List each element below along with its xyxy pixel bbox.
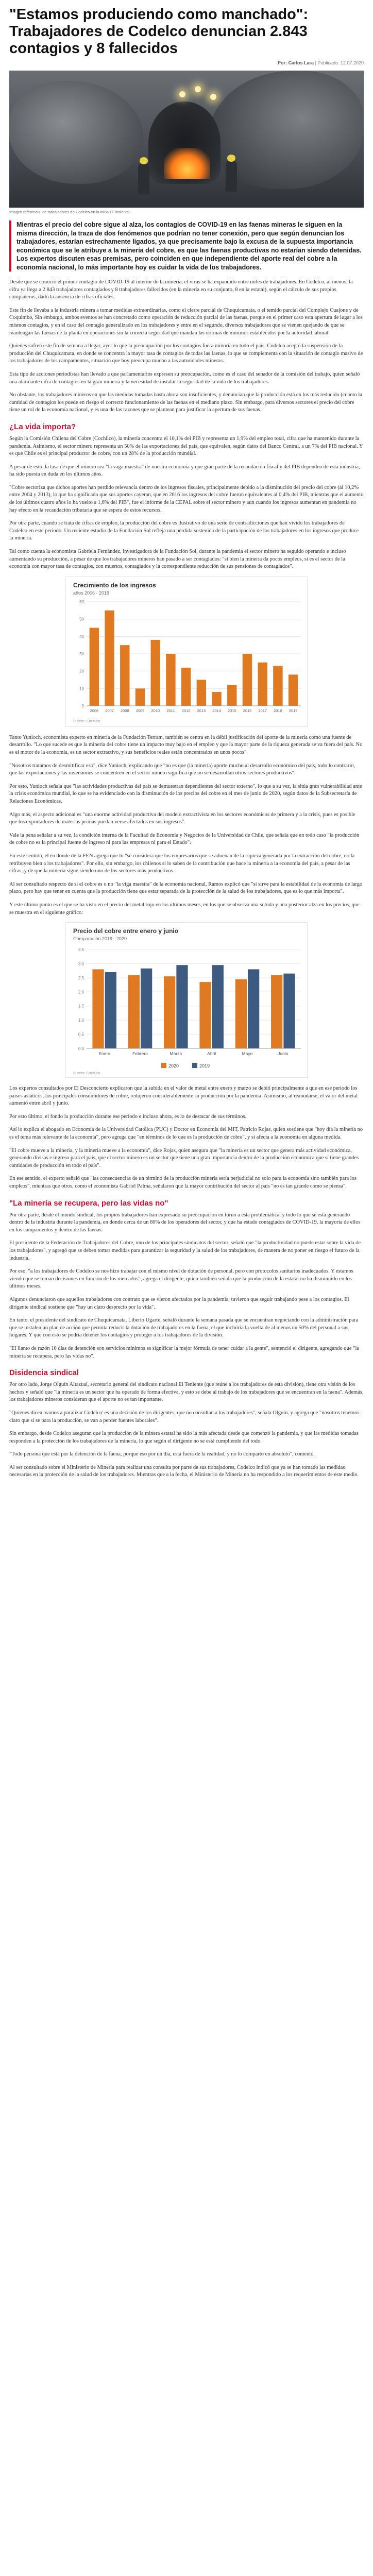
y-tick-label: 30 (79, 651, 84, 656)
body-paragraph: Desde que se conoció el primer contagio de COVID-19 al interior de la minería, el virus se ha expandido entre miles de trabajadores. En Codelco, al menos, la cifra ya llega a 2.843 trabajadores contagiados y 8 trabajadores fallecidos (en la minería en su conjunto, 8 en la estatal), según el cálculo de sus propios compañeros, dado la ausencia de cifras oficiales. (9, 279, 353, 300)
body-paragraph: "El llanto de razón 10 días de detención son servicios mínimos es significar la mejor fórmula de tener cuidar a la gente", sentenció el dirigente, agregando que "la minería se recupera, pero las vidas no". (9, 1345, 360, 1359)
body-paragraph: Tanto Yunioch, economista experto en minería de la Fundación Terram, también se centra en la débil justificación del aporte de la minería como una fuente de desarrollo. "Lo que sucede es que la minería del cobre tiene un impacto muy bajo en el empleo y que la mayor parte de la riqueza generada se va fuera del país. No es el motor de la economía, es un sector extractivo, y sus beneficios reales están concentrados en unos pocos". (9, 734, 363, 755)
body-paragraph: Por otra parte, desde el mundo sindical, los propios trabajadores han expresado su preocupación en torno a esta problemática, y todo lo que se está generando dentro de la industria durante la pandemia, en donde cerca de un 80% de los operadores del sector, y que ha estado contagiados de COVID-19, la mayoría de ellos en los campamentos y dentro de las faenas. (9, 1212, 361, 1233)
paragraph-group-2 (9, 435, 364, 571)
section-title-1: ¿La vida importa? (9, 422, 76, 431)
paragraph-group-6 (9, 1381, 364, 1479)
body-paragraph: Los expertos consultados por El Desconcierto explicaron que la subida en el valor de metal entre enero y marzo se debió principalmente a que en ese periodo los países asiáticos, los principales consumidores de cobre, redujeron considerablemente su producción por la pandemia. Asimismo, al reanudarse, el valor del metal aumentó entre abril y junio. (9, 1086, 358, 1107)
y-tick-label: 40 (79, 634, 84, 639)
chart-source: Fuente: Cochilco (73, 719, 100, 723)
body-paragraph: Esta tipo de acciones periodistas han llevado a que parlamentarios expresen su preocupación, como es el caso del senador de la comisión del trabajo, quien señaló una alarmante cifra de contagios en la gran minería y la necesidad de instalar la seguridad de la vida de los trabajadores. (9, 371, 360, 385)
bar-2013 (197, 680, 206, 706)
photo-caption: Imagen referencial de trabajadores de Codelco en la mina El Teniente. (9, 210, 130, 214)
x-tick-label: Junio (278, 1051, 289, 1057)
x-tick-label: 2007 (105, 708, 114, 713)
bar-2020-Junio (271, 975, 282, 1048)
bar-2020-Marzo (164, 976, 175, 1048)
bar-2017 (258, 663, 267, 706)
y-tick-label: 0.5 (78, 1032, 84, 1037)
bar-2019-Abril (212, 965, 224, 1048)
paragraph-group-3 (9, 734, 364, 917)
body-paragraph: Algunos denunciaron que aquellos trabajadores con contrato que se vieron afectados por la pandemia, tuvieron que seguir trabajando pese a los contagios. El dirigente sindical sostiene que "hay un claro desprecio por la vida". (9, 1296, 349, 1310)
x-tick-label: 2009 (135, 708, 145, 713)
x-tick-label: 2019 (289, 708, 298, 713)
y-tick-label: 0 (81, 703, 84, 708)
lead-block (9, 221, 364, 272)
y-tick-label: 1.5 (78, 1004, 84, 1009)
chart-subtitle: años 2006 - 2019 (73, 590, 110, 596)
y-tick-label: 0.0 (78, 1046, 84, 1052)
x-tick-label: Abril (207, 1051, 216, 1057)
body-paragraph: Vale la pena señalar a su vez, la condición interna de la Facultad de Economía y Negocios de la Universidad de Chile, que señala que en todo caso "la producción de cobre no es la principal fuente de ingreso ni para las empresas ni para el Estado". (9, 832, 360, 846)
y-tick-label: 10 (79, 686, 84, 691)
bar-2020-Febrero (128, 975, 140, 1048)
chart-subtitle: Comparación 2019 - 2020 (73, 936, 127, 942)
x-tick-label: 2010 (151, 708, 160, 713)
paragraph-group-4 (9, 1085, 364, 1191)
body-paragraph: En este sentido, el en donde de la FEN agrega que lo "se considera que los empresarios que se adueñan de la riqueza generada por la extracción del cobre, no la retribuyen bien a los trabajadores". Por ello, sin embargo, los chilenos sí lo saben de la contribución que hace la minería a la economía del país, a pesar de las cifras, y de que la minería sigue siendo uno de los sectores más productivos. (9, 853, 355, 874)
x-tick-label: 2014 (212, 708, 221, 713)
bar-2019-Enero (105, 972, 116, 1048)
x-tick-label: 2017 (258, 708, 267, 713)
x-tick-label: Marzo (169, 1051, 182, 1057)
bar-2019-Marzo (176, 965, 188, 1048)
bar-2010 (151, 640, 160, 706)
lead-paragraph: Mientras el precio del cobre sigue al alza, los contagios de COVID-19 en las faenas mineras le siguen en la misma dirección, la traza de dos fenómenos que podrían no tener conexión, pero que según denuncian los trabajadores, estarían estrechamente ligados, ya que precisamente bajo la excusa de la supuesta importancia económica que se le atribuye a la minería del cobre, es que las faenas productivas no estarían siendo detenidas. Los expertos discuten esas premisas, pero coinciden en que independiente del aporte real del cobre a la economía nacional, lo más importante hoy es cuidar la vida de los trabajadores. (16, 221, 362, 271)
y-tick-label: 20 (79, 669, 84, 674)
bar-2016 (243, 654, 252, 706)
body-paragraph: Por esto último, el fondo la producción durante ese período e incluso ahora, es lo de destacar de sus términos. (9, 1113, 247, 1120)
body-paragraph: En tanto, el presidente del sindicato de Chuquicamata, Liberio Ugarte, señaló durante la semana pasada que se encuentran negociando con la administración para que se instalen un plan de acción que permita reducir la dotación de trabajadores en la faena, el que incluiría la vuelta de al menos un 50% del personal a sus hogares. Y que con esto se podría detener los contagios y proteger a los trabajadores de la división. (9, 1317, 359, 1338)
chart-title: Precio del cobre entre enero y junio (73, 927, 179, 935)
legend-label: 2020 (168, 1063, 179, 1069)
byline-date: Publicado: 12.07.2020 (317, 60, 364, 65)
bar-2019-Junio (283, 974, 295, 1048)
body-paragraph: Así lo explica el abogado en Economía de la Universidad Católica (PUC) y Doctor en Economía del MIT, Patricio Rojas, quien sostiene que "hoy día la minería no es el tema más relevante de la economía", pero agrega que "en términos de lo que es la producción de cobre", y sí afecta a la economía en alguna medida. (9, 1127, 363, 1141)
section-title-3: Disidencia sindical (9, 1368, 79, 1378)
bar-2020-Mayo (235, 979, 247, 1048)
chart-copper-price (65, 922, 308, 1078)
y-tick-label: 3.5 (78, 947, 84, 953)
body-paragraph: A pesar de esto, la tasa de que el minero sea "la vaga maestra" de nuestra economía y que gran parte de la recaudación fiscal y del PIB dependen de esta industria, ha sido puesta en duda en los últimos años. (9, 464, 360, 478)
bar-2015 (227, 685, 236, 705)
article-byline: Por: Carlos Lara | Publicado: 12.07.2020 (278, 60, 364, 65)
bar-2019 (289, 674, 298, 706)
bar-2020-Abril (199, 982, 211, 1048)
bar-2011 (166, 654, 175, 706)
body-paragraph: "Cobre sectoriza que dichos aportes han perdido relevancia dentro de los ingresos fiscales, principalmente debido a la disminución del precio del cobre (al 10,2% entre 2004 y 2013), lo que ha significado que sus aportes cayeran, que en 2016 los ingresos del cobre fueron equivalentes al 0,4% del PIB, mientras que el aumento de los últimos cuatro años lo ha vuelto a 1,6% del PIB", fue el informe de la CEPAL sobre el sector minero y aun cuando los ingresos aumentan en pandemia no hay efecto en la recaudación tributaria que se espera de estos recursos. (9, 484, 364, 513)
bar-2008 (120, 645, 129, 706)
body-paragraph: Y este último punto es el que se ha visto en el precio del metal rojo en los últimos meses, en los que se observa una subida y una posterior alza en los precios, que se muestra en el siguiente gráfico: (9, 902, 360, 916)
body-paragraph: Este fin de llevaba a la industria minera a tomar medidas extraordinarias, como el cierre parcial de Chuquicamata, o el temido parcial del Complejo Cuajone y de Coquimbo, Sin embargo, ambos eventos se han concretado como operación de reducción parcial de las faenas, porque en el primer caso esta apertura de lugar a los mismos contagios, y en el caso del contagio generalizado en los trabajadores y entre en el segundo, diversos trabajadores que se vienen quejando de que se mantengan las faenas de la planta en operaciones sin la correcta seguridad que mandan las normas de mínimos establecidos por la autoridad laboral. (9, 307, 363, 336)
legend-swatch (192, 1063, 197, 1068)
y-tick-label: 50 (79, 617, 84, 622)
body-paragraph: "Todo persona que está por la detención de la faena, porque eso por un día, está fuera de la realidad, y no lo comparto en absoluto", comentó. (9, 1451, 315, 1458)
body-paragraph: Por otra parte, cuando se trata de cifras de empleo, la producción del cobre es ilustrativo de una serie de contradicciones que han vivido los trabajadores de Codelco en este periodo. Un reciente estudio de la Fundación Sol refleja una pérdida sostenida de la participación de los trabajadores en los ingresos que produce la minería. (9, 520, 359, 541)
body-paragraph: Por otro lado, Jorge Olguín Altazual, secretario general del sindicato nacional El Teniente (que reúne a los trabajadores de esta división), tiene otra visión de los hechos y señaló que "la minería es un sector que ha operado de forma efectiva, y esto se debe al trabajo de los trabajadores que se encuentran en la faena". Además, los trabajadores mineros consideran que el aporte no es tan importante. (9, 1382, 364, 1403)
y-tick-label: 1.0 (78, 1018, 84, 1023)
x-tick-label: 2011 (166, 708, 175, 713)
bar-2006 (90, 628, 99, 706)
y-tick-label: 2.5 (78, 975, 84, 980)
bar-2007 (105, 611, 114, 706)
x-tick-label: 2018 (274, 708, 282, 713)
paragraph-group-1 (9, 279, 364, 414)
bar-2018 (273, 666, 282, 705)
bar-2019-Mayo (248, 969, 259, 1048)
body-paragraph: "Quienes dicen 'vamos a paralizar Codelco' es una decisión de los dirigentes, que no consultan a los trabajadores", señala Olguín, y agrega que "nosotros tenemos claro que si se para la producción, se van a perder fuentes laborales". (9, 1410, 360, 1423)
x-tick-label: Enero (98, 1051, 111, 1057)
body-paragraph: Al ser consultado respecto de si el cobre es o no "la viga maestra" de la economía nacional, Ramos explicó que "sí sirve para la estabilidad de la economía de largo plazo, pero hay que tener en cuenta que la producción tiene que estar separada de la protección de la salud de los trabajadores, que es lo que más importa". (9, 881, 363, 895)
body-paragraph: Quienes sufren este fin de semana a llegar, ayer lo que la preocupación por los contagios fuera minoría en todo el país, Codelco aceptó la suspensión de la producción del Chuquicamata, en donde se concentra la mayor tasa de contagios de todas las faenas, lo que se complementa con la situación de contagio masivo de los trabajadores de los campamentos, situación que hoy preocupa mucho a las autoridades mineras. (9, 343, 363, 364)
chart-source: Fuente: Cochilco (73, 1072, 100, 1076)
chart-title: Crecimiento de los ingresos (73, 581, 156, 589)
paragraph-group-5 (9, 1212, 364, 1361)
y-tick-label: 60 (79, 599, 84, 604)
x-tick-label: 2016 (243, 708, 252, 713)
chart-growth-svg (66, 577, 308, 726)
section-title-2: "La minería se recupera, pero las vidas no" (9, 1198, 168, 1208)
body-paragraph: Según la Comisión Chilena del Cobre (Cochilco), la minería concentra el 10,1% del PIB y representa un 1,9% del empleo total, cifra que ha mantenido durante la pandemia. Asimismo, el sector minero representa un 50% de las exportaciones del país, que equivalen, según datos del Banco Central, a un 7% del PIB nacional. Y es que Chile es el principal productor de cobre, con un 28% de la producción mundial. (9, 435, 363, 457)
legend-label: 2019 (199, 1063, 210, 1069)
body-paragraph: Tal como cuenta la economista Gabriela Fernández, investigadora de la Fundación Sol, durante la pandemia el sector minero ha seguido operando e incluso aumentando su producción, a pesar de que los trabajadores mineros han pasado a ser contagiados: "si bien la minería da pocos empleos, sí es el sector de la economía con mayor tasa de contagios, con muertos, contagiados y la correspondiente reducción de sus pensiones de contagiados". (9, 549, 346, 570)
article-headline: "Estamos produciendo como manchado": Trabajadores de Codelco denuncian 2.843 contagios y 8 fallecidos (9, 6, 309, 57)
bar-2014 (212, 692, 221, 706)
body-paragraph: No obstante, los trabajadores mineros en que las medidas tomadas hasta ahora son insuficientes, y denuncian que la producción está en los más reducido (cuanto la cantidad de contagios los puede en riesgo el correcto funcionamiento de las faenas en el mediano plazo. Sin embargo, para diversos sectores el precio del cobre tiene un rol de la economía nacional, y es una de las razones que se plantean para justificar la apertura de sus faenas. (9, 392, 362, 413)
body-paragraph: Al ser consultado sobre el Ministerio de Minería para realizar una consulta por parte de sus trabajadores, Codelco indicó que ya se han tomado las medidas necesarias en la protección de la salud de los trabajadores. Mientras que a la fecha, el Ministerio de Minería no ha respondido a los requerimientos de este medio. (9, 1464, 359, 1478)
x-tick-label: 2006 (90, 708, 99, 713)
body-paragraph: Por eso, "a los trabajadores de Codelco se nos hizo trabajar con el mismo nivel de dotación de personal, pero con protocolos sanitarios inadecuados. Y estamos viendo que se toman decisiones en función de los mercados", agrega el dirigente, quien también señala que la producción de la estatal no ha disminuido en los últimos meses. (9, 1268, 353, 1290)
body-paragraph: Por esto, Yunioch señala que "las actividades productivas del país se demuestran dependientes del sector externo", lo que a su vez, la sitúa gran vulnerabilidad ante la crisis económica mundial, lo que se ha evidenciado con la disminución de los precios del cobre en el mes de junio de 2020, según datos de la Subsecretaría de Relaciones Económicas. (9, 783, 362, 804)
body-paragraph: El presidente de la Federación de Trabajadores del Cobre, uno de los principales sindicatos del sector, señaló que "la productividad no puede estar sobre la vida de los trabajadores", y agregó que se deben tomar medidas para garantizar la seguridad y la salud de los trabajadores, de manera de no poner en riesgo el futuro de la industria. (9, 1240, 361, 1261)
body-paragraph: "Nosotros tratamos de desmitificar eso", dice Yunioch, explicando que "no es que (la minería) aporte mucho al desarrollo económico del país, todo lo contrario, que las exportaciones y las inversiones se concentren en el sector minero significa que no se desarrollan otros sectores productivos". (9, 762, 355, 776)
bar-2012 (181, 668, 191, 706)
legend-swatch (161, 1063, 166, 1068)
body-paragraph: Algo más, el aspecto adicional es "una enorme actividad productiva del modelo extractivista en los sectores económicos de primera y a la crisis, pues es posible que los exportadores de materias primas puedan verse afectados en sus ingresos". (9, 811, 355, 825)
y-tick-label: 2.0 (78, 990, 84, 995)
byline-author: Por: Carlos Lara (278, 60, 314, 65)
bar-2020-Enero (92, 969, 104, 1048)
bar-2019-Febrero (141, 969, 152, 1048)
x-tick-label: 2015 (227, 708, 236, 713)
article-photo (9, 71, 364, 208)
body-paragraph: En ese sentido, el experto señaló que "las consecuencias de un término de la producción minería sería perjudicial no solo para la economía sino también para los empleos", mientras que otros, como el economista Gabriel Palma, señalaron que la mayor contribución del sector al país "no es tan grande como se piensa". (9, 1176, 357, 1190)
x-tick-label: Mayo (242, 1051, 253, 1057)
chart-copper-price-svg (66, 923, 308, 1077)
x-tick-label: 2013 (197, 708, 206, 713)
x-tick-label: 2012 (181, 708, 191, 713)
y-tick-label: 3.0 (78, 961, 84, 967)
chart-growth (65, 577, 308, 727)
body-paragraph: Sin embargo, desde Codelco aseguran que la producción de la minera estatal ha sido la más afectada desde que comenzó la pandemia, y que las medidas tomadas responden a la protección de los trabajadores de la minería, lo que según el dirigente no se está cumpliendo del todo. (9, 1431, 359, 1444)
x-tick-label: Febrero (132, 1051, 148, 1057)
bar-2009 (135, 688, 145, 706)
x-tick-label: 2008 (120, 708, 129, 713)
body-paragraph: "El cobre mueve a la minería, y la minería mueve a la economía", dice Rojas, quien asegura que "la minería es un sector que genera más actividad económica, generando divisas e ingreso para el país, que el sector minero es un sector que tiene una gran importancia dentro de la producción económica que sí tiene grandes cantidades de producción en todo el país". (9, 1147, 359, 1168)
